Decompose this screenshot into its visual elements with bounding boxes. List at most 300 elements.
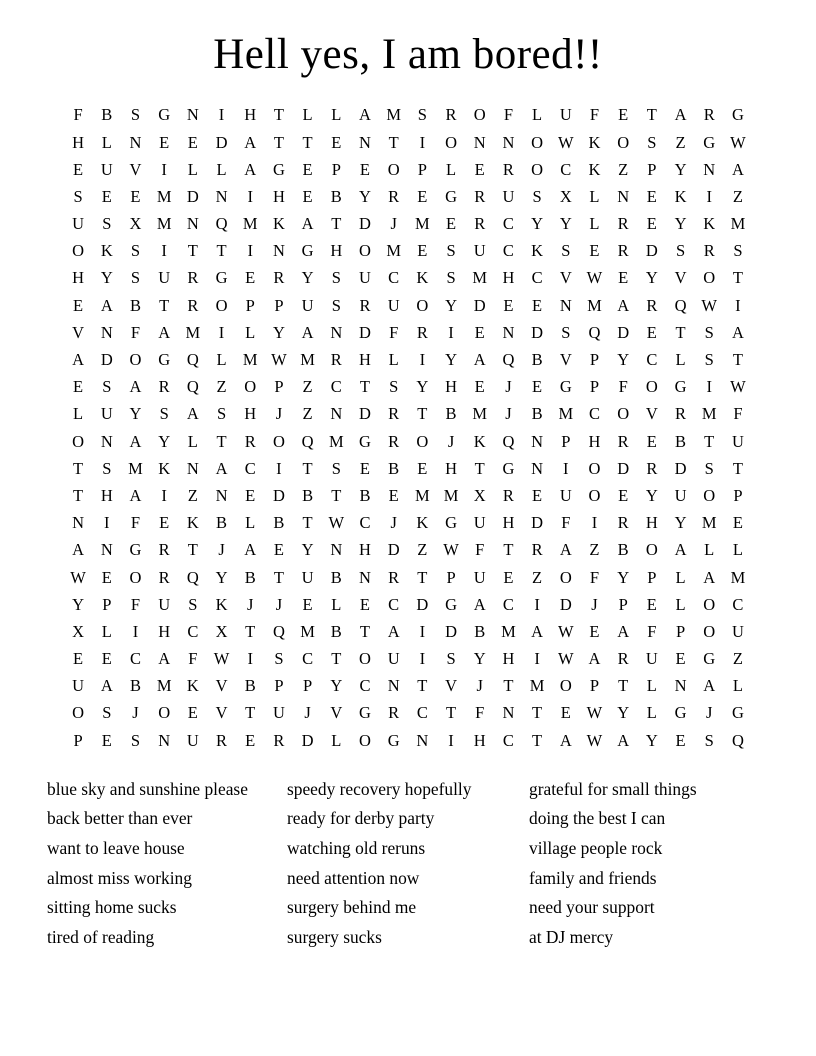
grid-cell[interactable]: O: [416, 431, 429, 451]
grid-cell[interactable]: L: [331, 730, 342, 750]
grid-cell[interactable]: A: [359, 105, 371, 125]
grid-cell[interactable]: K: [186, 676, 199, 696]
word-list-item[interactable]: surgery behind me: [287, 897, 417, 918]
grid-cell[interactable]: R: [502, 485, 514, 505]
grid-cell[interactable]: O: [703, 621, 716, 641]
grid-cell[interactable]: L: [732, 676, 743, 696]
grid-cell[interactable]: Y: [359, 186, 371, 206]
grid-cell[interactable]: E: [589, 621, 600, 641]
grid-cell[interactable]: R: [703, 105, 715, 125]
grid-cell[interactable]: T: [417, 567, 428, 587]
grid-cell[interactable]: R: [646, 458, 658, 478]
grid-cell[interactable]: N: [330, 322, 343, 342]
grid-cell[interactable]: N: [330, 540, 343, 560]
grid-cell[interactable]: C: [388, 268, 400, 288]
grid-cell[interactable]: U: [100, 404, 113, 424]
grid-cell[interactable]: G: [215, 268, 228, 288]
grid-cell[interactable]: H: [473, 730, 486, 750]
grid-cell[interactable]: T: [618, 676, 629, 696]
grid-cell[interactable]: C: [244, 458, 256, 478]
grid-cell[interactable]: T: [331, 214, 342, 234]
grid-cell[interactable]: A: [129, 377, 142, 397]
word-list-item[interactable]: ready for derby party: [287, 808, 435, 829]
grid-cell[interactable]: R: [445, 105, 457, 125]
grid-cell[interactable]: I: [706, 377, 712, 397]
grid-cell[interactable]: P: [245, 295, 255, 315]
grid-cell[interactable]: F: [475, 540, 485, 560]
grid-cell[interactable]: Q: [301, 431, 314, 451]
grid-cell[interactable]: E: [532, 377, 543, 397]
grid-cell[interactable]: W: [328, 513, 345, 533]
word-list-item[interactable]: village people rock: [529, 837, 663, 858]
grid-cell[interactable]: O: [129, 350, 142, 370]
grid-cell[interactable]: P: [73, 730, 83, 750]
grid-cell[interactable]: D: [531, 322, 544, 342]
grid-cell[interactable]: N: [502, 132, 515, 152]
grid-cell[interactable]: Q: [502, 350, 515, 370]
grid-cell[interactable]: R: [244, 431, 256, 451]
grid-cell[interactable]: M: [386, 105, 401, 125]
grid-cell[interactable]: Z: [589, 540, 600, 560]
grid-cell[interactable]: N: [674, 676, 687, 696]
grid-cell[interactable]: C: [732, 594, 744, 614]
grid-cell[interactable]: E: [273, 540, 284, 560]
grid-cell[interactable]: C: [502, 730, 514, 750]
grid-cell[interactable]: L: [532, 105, 543, 125]
grid-cell[interactable]: N: [502, 322, 515, 342]
grid-cell[interactable]: V: [559, 268, 572, 288]
grid-cell[interactable]: F: [130, 322, 141, 342]
grid-cell[interactable]: L: [675, 594, 686, 614]
grid-cell[interactable]: T: [417, 404, 428, 424]
grid-cell[interactable]: E: [101, 567, 112, 587]
grid-cell[interactable]: K: [588, 159, 601, 179]
grid-cell[interactable]: P: [561, 431, 571, 451]
grid-cell[interactable]: L: [388, 350, 399, 370]
grid-cell[interactable]: Q: [674, 295, 687, 315]
grid-cell[interactable]: C: [359, 513, 371, 533]
grid-cell[interactable]: J: [390, 214, 397, 234]
grid-cell[interactable]: A: [473, 594, 486, 614]
grid-cell[interactable]: G: [731, 105, 744, 125]
grid-cell[interactable]: O: [617, 132, 630, 152]
grid-cell[interactable]: T: [388, 132, 399, 152]
grid-cell[interactable]: W: [586, 703, 603, 723]
grid-cell[interactable]: E: [302, 594, 313, 614]
grid-cell[interactable]: T: [732, 458, 743, 478]
grid-cell[interactable]: I: [448, 322, 454, 342]
grid-cell[interactable]: M: [730, 214, 746, 234]
grid-cell[interactable]: U: [473, 241, 486, 261]
grid-cell[interactable]: W: [271, 350, 287, 370]
grid-cell[interactable]: R: [502, 159, 514, 179]
grid-cell[interactable]: E: [187, 132, 198, 152]
grid-cell[interactable]: E: [474, 159, 485, 179]
grid-cell[interactable]: T: [474, 458, 485, 478]
grid-cell[interactable]: E: [245, 485, 256, 505]
grid-cell[interactable]: U: [731, 621, 744, 641]
grid-cell[interactable]: P: [647, 567, 657, 587]
grid-cell[interactable]: T: [359, 621, 371, 641]
grid-cell[interactable]: M: [242, 350, 258, 370]
grid-cell[interactable]: J: [275, 404, 283, 424]
grid-cell[interactable]: B: [101, 105, 113, 125]
grid-cell[interactable]: C: [359, 676, 371, 696]
grid-cell[interactable]: H: [100, 485, 113, 505]
grid-cell[interactable]: T: [302, 132, 313, 152]
grid-cell[interactable]: B: [388, 458, 400, 478]
grid-cell[interactable]: J: [275, 594, 283, 614]
grid-cell[interactable]: P: [274, 377, 284, 397]
grid-cell[interactable]: O: [244, 377, 257, 397]
grid-cell[interactable]: E: [302, 159, 313, 179]
grid-cell[interactable]: T: [273, 132, 284, 152]
grid-cell[interactable]: S: [102, 377, 112, 397]
grid-cell[interactable]: A: [100, 295, 113, 315]
grid-cell[interactable]: Q: [502, 431, 515, 451]
grid-cell[interactable]: Y: [129, 404, 142, 424]
grid-cell[interactable]: I: [218, 322, 225, 342]
grid-cell[interactable]: N: [215, 186, 228, 206]
grid-cell[interactable]: R: [617, 649, 629, 669]
grid-cell[interactable]: I: [419, 132, 426, 152]
grid-cell[interactable]: C: [646, 350, 658, 370]
grid-cell[interactable]: R: [388, 404, 400, 424]
grid-cell[interactable]: Q: [186, 567, 199, 587]
grid-cell[interactable]: M: [328, 431, 344, 451]
grid-cell[interactable]: C: [330, 377, 342, 397]
grid-cell[interactable]: O: [617, 404, 630, 424]
grid-cell[interactable]: S: [130, 268, 141, 288]
grid-cell[interactable]: A: [559, 540, 572, 560]
grid-cell[interactable]: T: [216, 431, 227, 451]
grid-cell[interactable]: V: [674, 268, 687, 288]
grid-cell[interactable]: E: [101, 186, 112, 206]
grid-cell[interactable]: D: [272, 485, 285, 505]
grid-cell[interactable]: H: [445, 377, 457, 397]
grid-cell[interactable]: P: [589, 377, 600, 397]
word-list-item[interactable]: need attention now: [287, 867, 420, 888]
grid-cell[interactable]: N: [330, 404, 343, 424]
grid-cell[interactable]: A: [158, 322, 171, 342]
grid-cell[interactable]: D: [473, 295, 486, 315]
grid-cell[interactable]: O: [645, 540, 658, 560]
grid-cell[interactable]: T: [331, 485, 342, 505]
grid-cell[interactable]: H: [330, 241, 343, 261]
grid-cell[interactable]: I: [419, 621, 426, 641]
grid-cell[interactable]: Z: [417, 540, 428, 560]
grid-cell[interactable]: B: [244, 567, 256, 587]
grid-cell[interactable]: N: [559, 295, 572, 315]
grid-cell[interactable]: R: [273, 268, 285, 288]
grid-cell[interactable]: S: [102, 703, 112, 723]
grid-cell[interactable]: U: [301, 295, 314, 315]
grid-cell[interactable]: U: [158, 268, 171, 288]
grid-cell[interactable]: N: [703, 159, 716, 179]
grid-cell[interactable]: C: [187, 621, 199, 641]
grid-cell[interactable]: A: [244, 540, 257, 560]
grid-cell[interactable]: V: [645, 404, 658, 424]
grid-cell[interactable]: Z: [187, 485, 198, 505]
grid-cell[interactable]: S: [389, 377, 399, 397]
grid-cell[interactable]: W: [730, 132, 746, 152]
grid-cell[interactable]: E: [560, 703, 571, 723]
grid-cell[interactable]: B: [216, 513, 228, 533]
grid-cell[interactable]: E: [359, 159, 371, 179]
grid-cell[interactable]: A: [731, 159, 744, 179]
grid-cell[interactable]: N: [473, 132, 486, 152]
grid-cell[interactable]: M: [128, 458, 143, 478]
grid-cell[interactable]: N: [359, 132, 371, 152]
grid-cell[interactable]: G: [703, 132, 716, 152]
grid-cell[interactable]: E: [618, 268, 629, 288]
grid-cell[interactable]: M: [701, 404, 717, 424]
grid-cell[interactable]: Q: [215, 214, 228, 234]
grid-cell[interactable]: U: [502, 186, 515, 206]
grid-cell[interactable]: L: [101, 132, 112, 152]
grid-cell[interactable]: I: [563, 458, 569, 478]
grid-cell[interactable]: Y: [301, 268, 314, 288]
grid-cell[interactable]: E: [474, 377, 485, 397]
grid-cell[interactable]: C: [502, 241, 514, 261]
grid-cell[interactable]: C: [502, 214, 514, 234]
grid-cell[interactable]: Y: [674, 214, 687, 234]
grid-cell[interactable]: G: [445, 186, 457, 206]
grid-cell[interactable]: R: [158, 540, 170, 560]
grid-cell[interactable]: E: [646, 322, 657, 342]
grid-cell[interactable]: H: [502, 513, 515, 533]
grid-cell[interactable]: E: [445, 214, 457, 234]
grid-cell[interactable]: E: [675, 730, 686, 750]
grid-cell[interactable]: Z: [216, 377, 227, 397]
grid-cell[interactable]: O: [559, 567, 572, 587]
grid-cell[interactable]: S: [704, 350, 714, 370]
grid-cell[interactable]: M: [529, 676, 545, 696]
grid-cell[interactable]: V: [445, 676, 457, 696]
grid-cell[interactable]: Y: [674, 513, 687, 533]
grid-cell[interactable]: I: [247, 649, 253, 669]
grid-cell[interactable]: E: [646, 186, 657, 206]
grid-cell[interactable]: E: [589, 241, 600, 261]
grid-cell[interactable]: G: [359, 431, 371, 451]
grid-cell[interactable]: P: [417, 159, 427, 179]
grid-cell[interactable]: K: [272, 214, 285, 234]
grid-cell[interactable]: J: [132, 703, 139, 723]
grid-cell[interactable]: B: [617, 540, 629, 560]
grid-cell[interactable]: V: [330, 703, 343, 723]
grid-cell[interactable]: M: [156, 186, 172, 206]
grid-cell[interactable]: I: [247, 186, 253, 206]
word-list-item[interactable]: doing the best I can: [529, 808, 666, 829]
grid-cell[interactable]: M: [472, 268, 488, 288]
grid-cell[interactable]: T: [704, 431, 715, 451]
grid-cell[interactable]: J: [218, 540, 225, 560]
grid-cell[interactable]: T: [73, 458, 84, 478]
grid-cell[interactable]: G: [731, 703, 744, 723]
grid-cell[interactable]: G: [272, 159, 285, 179]
grid-cell[interactable]: R: [531, 540, 543, 560]
grid-cell[interactable]: Z: [302, 377, 313, 397]
grid-cell[interactable]: M: [472, 404, 488, 424]
grid-cell[interactable]: S: [446, 649, 456, 669]
grid-cell[interactable]: M: [300, 350, 315, 370]
grid-cell[interactable]: E: [245, 730, 256, 750]
grid-cell[interactable]: E: [732, 513, 743, 533]
grid-cell[interactable]: F: [647, 621, 657, 641]
grid-cell[interactable]: L: [646, 676, 657, 696]
grid-cell[interactable]: G: [158, 350, 171, 370]
grid-cell[interactable]: L: [302, 105, 313, 125]
grid-cell[interactable]: F: [130, 513, 141, 533]
letter-grid[interactable]: [64, 102, 753, 755]
grid-cell[interactable]: E: [73, 649, 84, 669]
grid-cell[interactable]: A: [129, 485, 142, 505]
grid-cell[interactable]: N: [129, 132, 142, 152]
grid-cell[interactable]: O: [703, 594, 716, 614]
grid-cell[interactable]: M: [156, 214, 172, 234]
grid-cell[interactable]: P: [589, 676, 600, 696]
grid-cell[interactable]: R: [675, 404, 687, 424]
grid-cell[interactable]: H: [359, 350, 371, 370]
grid-cell[interactable]: J: [304, 703, 311, 723]
grid-cell[interactable]: F: [589, 567, 600, 587]
word-list-item[interactable]: grateful for small things: [529, 778, 697, 799]
grid-cell[interactable]: F: [475, 703, 485, 723]
grid-cell[interactable]: D: [617, 322, 630, 342]
grid-cell[interactable]: E: [159, 513, 170, 533]
grid-cell[interactable]: G: [674, 377, 687, 397]
word-list-item[interactable]: tired of reading: [47, 927, 155, 948]
grid-cell[interactable]: R: [388, 703, 400, 723]
grid-cell[interactable]: H: [244, 105, 257, 125]
grid-cell[interactable]: L: [216, 159, 227, 179]
grid-cell[interactable]: T: [732, 350, 743, 370]
grid-cell[interactable]: I: [534, 594, 540, 614]
grid-cell[interactable]: D: [445, 621, 457, 641]
grid-cell[interactable]: R: [187, 268, 199, 288]
grid-cell[interactable]: T: [273, 567, 284, 587]
grid-cell[interactable]: S: [704, 730, 714, 750]
grid-cell[interactable]: A: [158, 649, 171, 669]
grid-cell[interactable]: I: [591, 513, 598, 533]
grid-cell[interactable]: Q: [731, 730, 744, 750]
grid-cell[interactable]: S: [675, 241, 686, 261]
grid-cell[interactable]: E: [503, 567, 514, 587]
grid-cell[interactable]: C: [416, 703, 428, 723]
grid-cell[interactable]: L: [331, 594, 342, 614]
grid-cell[interactable]: S: [704, 458, 714, 478]
grid-cell[interactable]: P: [274, 676, 284, 696]
grid-cell[interactable]: M: [415, 214, 430, 234]
grid-cell[interactable]: K: [588, 132, 601, 152]
grid-cell[interactable]: U: [473, 513, 486, 533]
grid-cell[interactable]: S: [130, 241, 141, 261]
grid-cell[interactable]: C: [129, 649, 141, 669]
grid-cell[interactable]: X: [559, 186, 572, 206]
grid-cell[interactable]: E: [474, 322, 485, 342]
grid-cell[interactable]: E: [618, 485, 629, 505]
grid-cell[interactable]: A: [244, 159, 257, 179]
grid-cell[interactable]: O: [72, 241, 85, 261]
grid-cell[interactable]: A: [72, 350, 85, 370]
grid-cell[interactable]: H: [272, 186, 285, 206]
grid-cell[interactable]: Y: [301, 540, 314, 560]
grid-cell[interactable]: J: [591, 594, 598, 614]
grid-cell[interactable]: B: [330, 186, 342, 206]
grid-cell[interactable]: G: [301, 241, 314, 261]
grid-cell[interactable]: Q: [186, 350, 199, 370]
grid-cell[interactable]: E: [646, 214, 657, 234]
grid-cell[interactable]: D: [359, 404, 371, 424]
grid-cell[interactable]: U: [72, 214, 85, 234]
grid-cell[interactable]: P: [331, 159, 341, 179]
grid-cell[interactable]: R: [330, 350, 342, 370]
grid-cell[interactable]: M: [300, 621, 315, 641]
grid-cell[interactable]: X: [72, 621, 85, 641]
grid-cell[interactable]: C: [560, 159, 572, 179]
grid-cell[interactable]: E: [130, 186, 141, 206]
grid-cell[interactable]: B: [531, 350, 543, 370]
grid-cell[interactable]: F: [618, 377, 628, 397]
grid-cell[interactable]: N: [502, 703, 515, 723]
grid-cell[interactable]: O: [531, 132, 544, 152]
grid-cell[interactable]: D: [645, 241, 658, 261]
grid-cell[interactable]: D: [416, 594, 429, 614]
grid-cell[interactable]: E: [73, 295, 84, 315]
grid-cell[interactable]: A: [215, 458, 228, 478]
grid-cell[interactable]: M: [242, 214, 258, 234]
grid-cell[interactable]: S: [561, 322, 571, 342]
grid-cell[interactable]: H: [502, 268, 515, 288]
grid-cell[interactable]: W: [701, 295, 717, 315]
grid-cell[interactable]: A: [72, 540, 85, 560]
grid-cell[interactable]: X: [129, 214, 142, 234]
grid-cell[interactable]: S: [73, 186, 83, 206]
grid-cell[interactable]: L: [187, 431, 198, 451]
grid-cell[interactable]: Y: [645, 730, 658, 750]
grid-cell[interactable]: Z: [732, 186, 743, 206]
grid-cell[interactable]: N: [186, 105, 199, 125]
grid-cell[interactable]: A: [674, 105, 687, 125]
grid-cell[interactable]: A: [617, 730, 630, 750]
grid-cell[interactable]: R: [273, 730, 285, 750]
grid-cell[interactable]: Y: [531, 214, 544, 234]
grid-cell[interactable]: G: [674, 703, 687, 723]
grid-cell[interactable]: E: [417, 458, 428, 478]
grid-cell[interactable]: R: [474, 186, 486, 206]
grid-cell[interactable]: O: [359, 241, 371, 261]
grid-cell[interactable]: T: [187, 540, 198, 560]
grid-cell[interactable]: B: [302, 485, 314, 505]
grid-cell[interactable]: Z: [302, 404, 313, 424]
grid-cell[interactable]: N: [186, 458, 199, 478]
grid-cell[interactable]: A: [674, 540, 687, 560]
grid-cell[interactable]: K: [674, 186, 687, 206]
grid-cell[interactable]: T: [503, 676, 514, 696]
grid-cell[interactable]: U: [645, 649, 658, 669]
grid-cell[interactable]: W: [586, 268, 603, 288]
grid-cell[interactable]: Z: [675, 132, 686, 152]
grid-cell[interactable]: D: [186, 186, 199, 206]
grid-cell[interactable]: O: [387, 159, 400, 179]
grid-cell[interactable]: Y: [617, 567, 630, 587]
grid-cell[interactable]: J: [505, 404, 512, 424]
grid-cell[interactable]: F: [561, 513, 571, 533]
grid-cell[interactable]: Y: [158, 431, 171, 451]
grid-cell[interactable]: H: [588, 431, 601, 451]
grid-cell[interactable]: R: [388, 186, 400, 206]
grid-cell[interactable]: E: [532, 295, 543, 315]
